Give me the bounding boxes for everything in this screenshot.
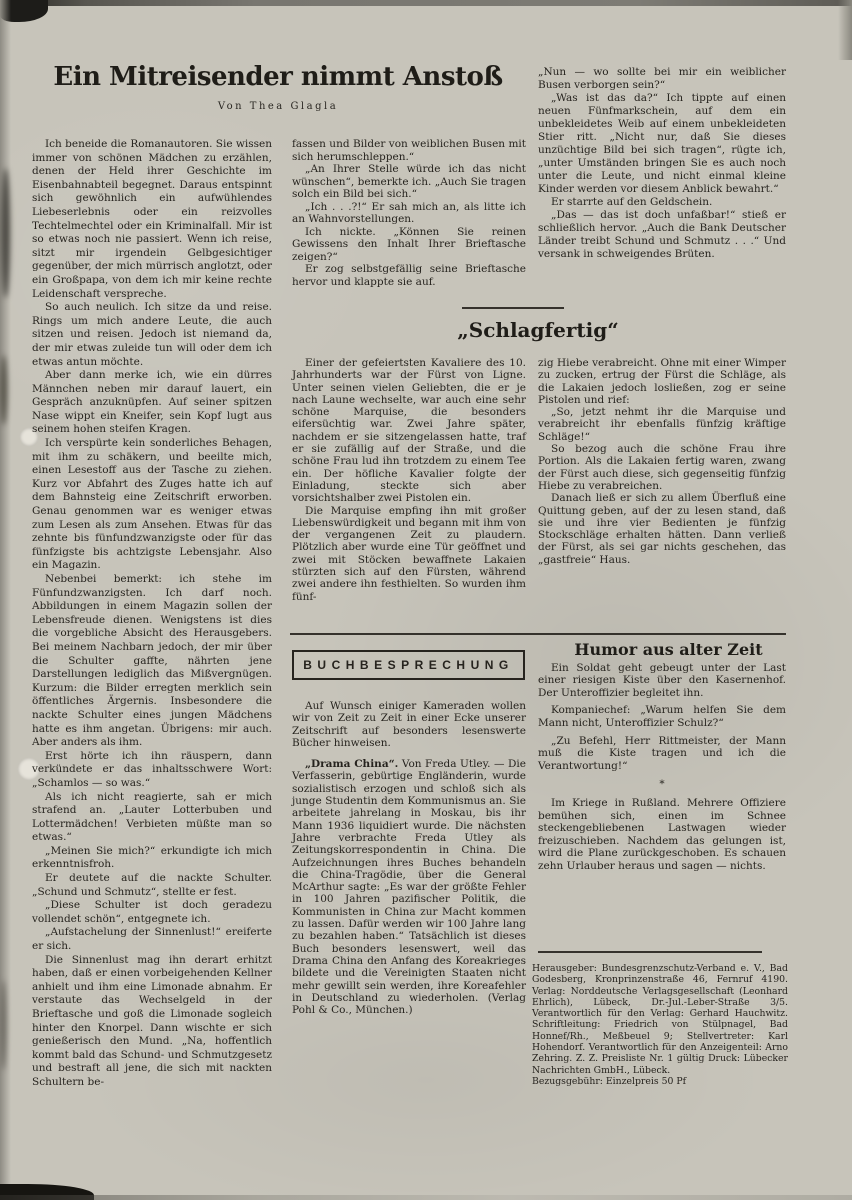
buchbesprechung-intro: Auf Wunsch einiger Kameraden wollen wir von Zeit zu Zeit in einer Ecke unserer Zeitschrift auf besonders lesenswerte Bücher hinweisen. [292, 700, 526, 749]
imprint [532, 963, 788, 1087]
paragraph: So bezog auch die schöne Frau ihre Portion. Als die Lakaien fertig waren, zwang der Fürst auch diese, sich gegenseitig fünfzig Hiebe zu verabreichen. [538, 443, 786, 492]
buchbesprechung-heading-box: BUCHBESPRECHUNG [292, 650, 525, 680]
buchbesprechung-body [292, 700, 526, 1016]
section-divider-full [290, 633, 786, 635]
imprint-subscription: Bezugsgebühr: Einzelpreis 50 Pf [532, 1075, 687, 1087]
humor-second-story: Im Kriege in Rußland. Mehrere Offiziere bemühen sich, einen im Schnee steckengebliebenen Lastwagen wieder freizuschieben. Nachdem das gelungen ist, wird die Plane zurückgeschoben. Es schauen zehn Urlauber heraus und sagen — nichts. [538, 796, 786, 872]
paragraph: „Nun — wo sollte bei mir ein weiblicher Busen verborgen sein?“ [538, 66, 786, 91]
paragraph: Er deutete auf die nackte Schulter. „Schund und Schmutz“, stellte er fest. [32, 872, 272, 898]
imprint-text: Herausgeber: Bundesgrenzschutz-Verband e. V., Bad Godesberg, Kronprinzenstraße 46, Fernruf 4190. Verlag: Norddeutsche Verlagsgesellschaft (Leonhard Ehrlich), Lübeck, Dr.-Jul.-Leber-Straße 3/5. Verantwortlich für den Verlag: Gerhard Hauchwitz. Schriftleitung: Friedrich von Stülpnagel, Bad Honnef/Rh., Meßbeuel 9; Stellvertreter: Karl Hohendorf. Verantwortlich für den Anzeigenteil: Arno Zehring. Z. Z. Preisliste Nr. 1 gültig Druck: Lübecker Nachrichten GmbH., Lübeck. [532, 963, 788, 1076]
paragraph: Einer der gefeiertsten Kavaliere des 10. Jahrhunderts war der Fürst von Ligne. Unter seinen vielen Geliebten, die er je nach Laune wechselte, war auch eine sehr schöne Marquise, die besonders eifersüchtig war. Zwei Jahre später, nachdem er sie sitzengelassen hatte, traf er sie zufällig auf der Straße, und die schöne Frau lud ihn trotzdem zu einem Tee ein. Der höfliche Kavalier folgte der Einladung, steckte sich aber vorsichtshalber zwei Pistolen ein. [292, 357, 526, 505]
paragraph: Ich nickte. „Können Sie reinen Gewissens den Inhalt Ihrer Brieftasche zeigen?“ [292, 225, 526, 263]
article-column-left [32, 138, 272, 1090]
paragraph: Kompaniechef: „Warum helfen Sie dem Mann nicht, Unteroffizier Schulz?“ [538, 704, 786, 729]
paragraph: Aber dann merke ich, wie ein dürres Männchen neben mir darauf lauert, ein Gespräch anzuknüpfen. Auf seiner spitzen Nase wippt ein Kneifer, sein Kopf lugt aus seinem hohen steifen Kragen. [32, 369, 272, 436]
article-column-right [538, 66, 786, 261]
paragraph: Er starrte auf den Geldschein. [551, 196, 713, 208]
scan-smudge [0, 980, 6, 1070]
book-review-paragraph [292, 758, 526, 1016]
article-column-middle [292, 138, 526, 288]
paragraph: zig Hiebe verabreicht. Ohne mit einer Wimper zu zucken, ertrug der Fürst die Schläge, als die Lakaien jedoch losließen, zog er seine Pistolen und rief: [538, 357, 786, 406]
book-title: „Drama China“. [305, 758, 399, 771]
scan-artifact-bottom-edge [0, 1195, 852, 1200]
paragraph: „Zu Befehl, Herr Rittmeister, der Mann muß die Kiste tragen und ich die Verantwortung!“ [538, 734, 786, 772]
section-divider-short [462, 307, 564, 309]
paragraph: Ein Soldat geht gebeugt unter der Last einer riesigen Kiste über den Kasernenhof. Der Unteroffizier begleitet ihn. [538, 661, 786, 699]
paragraph: „Ich . . .?!“ Er sah mich an, als litte ich an Wahnvorstellungen. [292, 200, 526, 225]
paragraph: Danach ließ er sich zu allem Überfluß eine Quittung geben, auf der zu lesen stand, daß sie und ihre vier Bedienten je fünfzig Stockschläge erhalten hätten. Dann verließ der Fürst, als sei gar nichts geschehen, das „gastfreie“ Haus. [538, 492, 786, 566]
schlagfertig-column-right [538, 357, 786, 566]
paragraph: Die Sinnenlust mag ihn derart erhitzt haben, daß er einen vorbeigehenden Kellner anhielt und ihm eine Limonade abnahm. Er verstaute das Wechselgeld in der Brieftasche und goß die Limonade sogleich hinter den Knorpel. Dann wischte er sich genießerisch den Mund. „Na, hoffentlich kommt bald das Schund- und Schmutzgesetz und bestraft all jene, die sich mit nackten Schultern be- [32, 953, 272, 1088]
paragraph: Ich verspürte kein sonderliches Behagen, mit ihm zu schäkern, und beeilte mich, einen Lesestoff aus der Tasche zu ziehen. Kurz vor Abfahrt des Zuges hatte ich auf dem Bahnsteig eine Zeitschrift erworben. Genau genommen war es weniger etwas zum Lesen als zum Ansehen. Etwas für das zehnte bis fünfundzwanzigste oder für das fünfzigste bis achtzigste Lebensjahr. Also ein Magazin. [32, 437, 272, 572]
scan-smudge [1, 168, 10, 298]
paragraph: Als ich nicht reagierte, sah er mich strafend an. „Lauter Lotterbuben und Lottermädchen! Verbieten müßte man so etwas.“ [32, 790, 272, 844]
paragraph: „So, jetzt nehmt ihr die Marquise und verabreicht ihr ebenfalls fünfzig kräftige Schläge!“ [538, 406, 786, 443]
article-byline: Von Thea Glagla [217, 101, 339, 112]
paragraph: „Das — das ist doch unfaßbar!“ stieß er schließlich hervor. „Auch die Bank Deutscher Länder treibt Schund und Schmutz . . .“ Und versank in schweigendes Brüten. [538, 209, 786, 260]
schlagfertig-column-left [292, 357, 526, 603]
paragraph: „Was ist das da?“ Ich tippte auf einen neuen Fünfmarkschein, auf dem ein unbekleidetes Weib auf einem unbekleideten Stier ritt. „Nicht nur, daß Sie dieses unzüchtige Bild bei sich tragen“, rügte ich, „unter Umständen bringen Sie es auch noch unter die Leute, und nicht einmal kleine Kinder werden vor diesem Anblick bewahrt.“ [538, 92, 786, 195]
article-title: Ein Mitreisender nimmt Anstoß [53, 62, 503, 92]
schlagfertig-title: „Schlagfertig“ [457, 318, 619, 342]
paragraph: „Meinen Sie mich?“ erkundigte ich mich erkenntnisfroh. [32, 844, 272, 871]
paragraph: „Diese Schulter ist doch geradezu vollendet schön“, entgegnete ich. [32, 899, 272, 925]
paragraph: fassen und Bilder von weiblichen Busen mit sich herumschleppen.“ [292, 138, 526, 163]
paragraph: Die Marquise empfing ihn mit großer Liebenswürdigkeit und begann mit ihm von der vergangenen Zeit zu plaudern. Plötzlich aber wurde eine Tür geöffnet und zwei mit Stöcken bewaffnete Lakaien stürzten sich auf den Fürsten, während zwei andere ihn festhielten. So wurden ihm fünf- [292, 504, 526, 603]
paragraph: So auch neulich. Ich sitze da und reise. Rings um mich andere Leute, die auch sitzen und reisen. Jedoch ist niemand da, der mir etwas zuleide tun will oder dem ich etwas antun möchte. [32, 301, 272, 368]
humor-section [538, 640, 786, 878]
paragraph: „Aufstachelung der Sinnenlust!“ ereiferte er sich. [32, 926, 272, 953]
paragraph: Er zog selbstgefällig seine Brieftasche hervor und klappte sie auf. [292, 263, 526, 288]
paragraph: Nebenbei bemerkt: ich stehe im Fünfundzwanzigsten. Ich darf noch. Abbildungen in einem Magazin sollen der Lebensfreude dienen. Wenigstens ist dies die vorgebliche Absicht des Herausgebers. Bei meinem Nachbarn jedoch, der mir über die Schulter gaffte, nährten jene Darstellungen lediglich das Mißvergnügen. Kurzum: die Bilder erregten merklich sein öffentliches Ärgernis. Insbesondere die nackte Schulter eines jungen Mädchens hatte es ihm angetan. Übrigens: mir auch. Aber anders als ihm. [32, 573, 272, 749]
humor-heading: Humor aus alter Zeit [574, 640, 763, 659]
scan-smudge [0, 355, 7, 425]
story-separator-star: * [659, 778, 665, 791]
paragraph: „An Ihrer Stelle würde ich das nicht wünschen“, bemerkte ich. „Auch Sie tragen solch ein Bild bei sich.“ [292, 163, 526, 200]
paragraph: Erst hörte ich ihn räuspern, dann verkündete er das inhaltsschwere Wort: „Schamlos — so was.“ [32, 749, 272, 789]
book-review-text: Von Freda Utley. — Die Verfasserin, gebürtige Engländerin, wurde sozialistisch erzogen und schloß sich als junge Studentin dem Kommunismus an. Sie arbeitete jahrelang in Moskau, bis ihr Mann 1936 liquidiert wurde. Die nächsten Jahre verbrachte Freda Utley als Zeitungskorrespondentin in China. Die Aufzeichnungen ihres Buches behandeln die China-Tragödie, über die General McArthur sagte: „Es war der größte Fehler in 100 Jahren pazifischer Politik, die Kommunisten in China zur Macht kommen zu lassen. Dafür werden wir 100 Jahre lang zu bezahlen haben.“ Tatsächlich ist dieses Buch besonders lesenswert, weil das Drama China den Anfang des Koreakrieges bildete und die Vereinigten Staaten nicht mehr gewillt sein werden, ihre Koreafehler in Deutschland zu wiederholen. (Verlag Pohl & Co., München.) [292, 758, 526, 1017]
imprint-divider [538, 951, 762, 953]
scan-artifact-top-edge [0, 0, 852, 6]
scan-artifact-top-right [838, 0, 852, 60]
paragraph: Ich beneide die Romanautoren. Sie wissen immer von schönen Mädchen zu erzählen, denen der Held ihrer Geschichte im Eisenbahnabteil begegnet. Daraus entspinnt sich gewöhnlich ein aufwühlendes Liebeserlebnis oder ein reizvolles Techtelmechtel oder ein Kriminalfall. Mir ist so etwas noch nie passiert. Wenn ich reise, sitzt mir irgendein Gelbgesichtiger gegenüber, der mich mürrisch anglotzt, oder ein Großpapa, von dem ich mir keine rechte Leidenschaft verspreche. [32, 138, 272, 300]
